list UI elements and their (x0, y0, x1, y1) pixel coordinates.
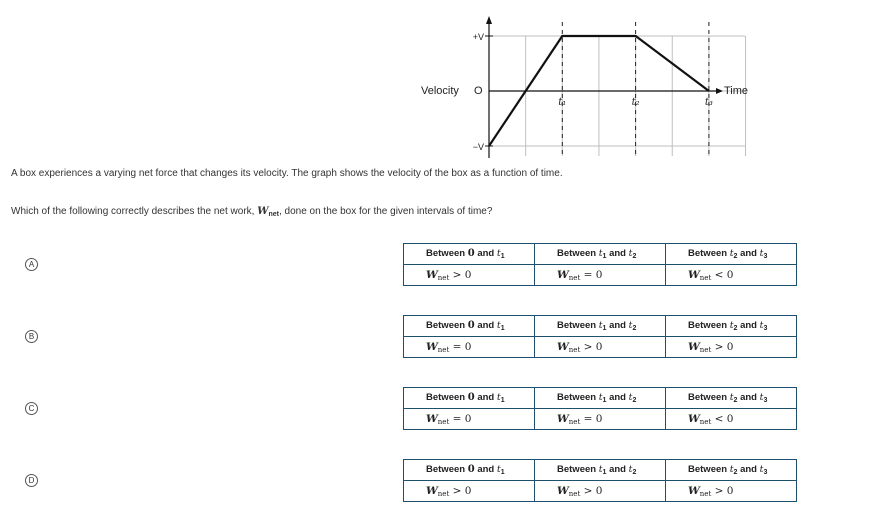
y-axis-arrow (486, 16, 492, 24)
interval-header: Between $t_2$ and $t_3$ (666, 316, 797, 337)
interval-header: Between $t_1$ and $t_2$ (535, 388, 666, 409)
tick-label-t1: t₁ (558, 97, 567, 108)
interval-header: Between 0 and $t_1$ (404, 388, 535, 409)
tick-label-t3: t₃ (704, 97, 713, 108)
work-value: Wnet = 0 (535, 265, 666, 286)
option-c-radio[interactable]: C (25, 402, 38, 415)
w-symbol: W (257, 206, 269, 217)
interval-header: Between $t_1$ and $t_2$ (535, 244, 666, 265)
work-value: Wnet > 0 (404, 265, 535, 286)
option-c-table[interactable] (403, 387, 797, 430)
work-value: Wnet > 0 (666, 481, 797, 502)
w-subscript: net (268, 211, 279, 218)
graph-labels (421, 32, 748, 152)
tick-label-t2: t₂ (631, 97, 640, 108)
option-b-radio[interactable]: B (25, 330, 38, 343)
work-value: Wnet = 0 (404, 337, 535, 358)
table-value-row (404, 481, 797, 502)
work-value: Wnet > 0 (535, 481, 666, 502)
work-value: Wnet > 0 (666, 337, 797, 358)
work-value: Wnet = 0 (404, 409, 535, 430)
question-prompt: Which of the following correctly describes the net work, $W_{net}$, done on the box for the given intervals of time? (11, 206, 493, 218)
interval-header: Between $t_2$ and $t_3$ (666, 244, 797, 265)
option-b-table[interactable] (403, 315, 797, 358)
work-value: Wnet < 0 (666, 409, 797, 430)
option-a-radio[interactable]: A (25, 258, 38, 271)
interval-header: Between 0 and $t_1$ (404, 460, 535, 481)
x-axis-arrow (716, 88, 723, 94)
question-stem: A box experiences a varying net force that changes its velocity. The graph shows the velocity of the box as a function of time. (11, 168, 563, 179)
minus-v-label: −V (472, 142, 484, 152)
table-value-row (404, 409, 797, 430)
interval-header: Between $t_1$ and $t_2$ (535, 316, 666, 337)
y-axis-label: Velocity (421, 85, 459, 97)
table-header-row (404, 460, 797, 481)
interval-header: Between $t_2$ and $t_3$ (666, 460, 797, 481)
interval-header: Between $t_1$ and $t_2$ (535, 460, 666, 481)
plus-v-label: +V (472, 32, 484, 42)
table-value-row (404, 337, 797, 358)
work-value: Wnet < 0 (666, 265, 797, 286)
x-axis-label: Time (724, 85, 749, 97)
option-d-table[interactable] (403, 459, 797, 502)
work-value: Wnet > 0 (404, 481, 535, 502)
option-a-table[interactable] (403, 243, 797, 286)
interval-header: Between 0 and $t_1$ (404, 244, 535, 265)
work-value: Wnet = 0 (535, 409, 666, 430)
table-header-row (404, 388, 797, 409)
velocity-time-graph (0, 0, 885, 165)
interval-header: Between 0 and $t_1$ (404, 316, 535, 337)
graph-axes (485, 16, 723, 158)
interval-header: Between $t_2$ and $t_3$ (666, 388, 797, 409)
table-header-row (404, 244, 797, 265)
work-value: Wnet > 0 (535, 337, 666, 358)
option-d-radio[interactable]: D (25, 474, 38, 487)
table-value-row (404, 265, 797, 286)
origin-label: O (474, 85, 483, 97)
table-header-row (404, 316, 797, 337)
